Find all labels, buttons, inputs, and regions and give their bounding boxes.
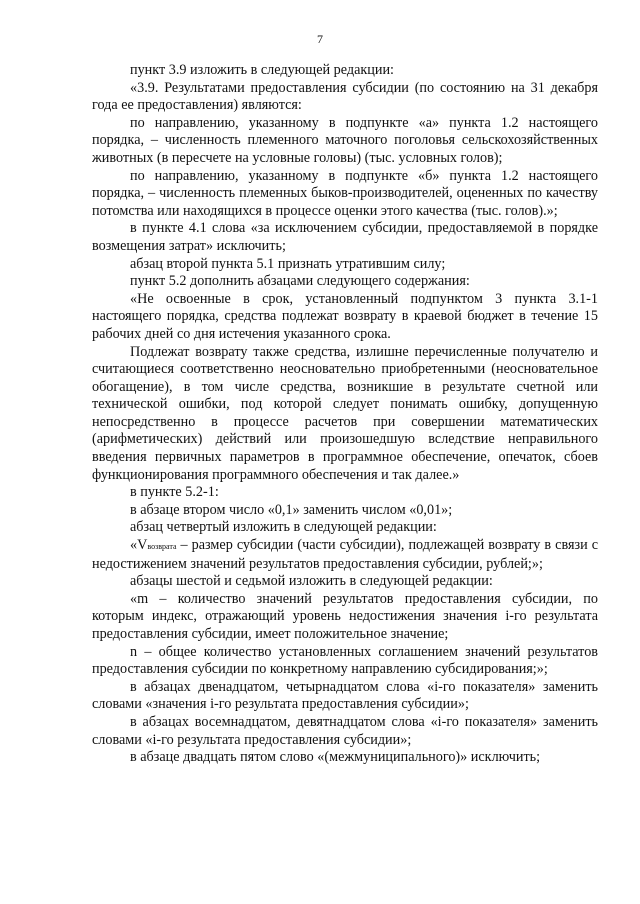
paragraph: в пункте 5.2-1: [130, 484, 219, 501]
paragraph: Подлежат возврату также средства, излишне перечисленные получателю и считающиеся соответственно неосновательно приобретенными (неосновательное обогащение), в том числе средства, возникшие в результате счетной или технической ошибки, под которой следует понимать ошибку, допущенную непосредственно в процессе расчетов при совершении математических (арифметических) действий или произошедшую вследствие неправильного введения первичных параметров в программное обеспечение, опечаток, сбоев функционирования программного обеспечения и так далее.» [92, 343, 598, 483]
paragraph: в абзаце двадцать пятом слово «(межмуниципального)» исключить; [130, 749, 541, 766]
paragraph: по направлению, указанному в подпункте «б» пункта 1.2 настоящего порядка, – численность племенных быков-производителей, оцененных по качеству потомства или находящихся в процессе оценки этого качества (тыс. голов).»; [92, 167, 598, 219]
page-number: 7 [317, 32, 323, 46]
formula-variable: «V [130, 537, 148, 554]
paragraph: «m – количество значений результатов предоставления субсидии, по которым индекс, отражающий уровень недостижения значения i-го результата предоставления субсидии, имеет положительное значение; [92, 590, 598, 642]
paragraph: абзацы шестой и седьмой изложить в следующей редакции: [130, 573, 493, 590]
document-body [92, 62, 598, 767]
formula-description: – размер субсидии (части субсидии), подлежащей возврату в связи с недостижением значений результатов предоставления субсидии, рублей;»; [92, 537, 598, 572]
paragraph: в пункте 4.1 слова «за исключением субсидии, предоставляемой в порядке возмещения затрат» исключить; [92, 220, 598, 254]
paragraph: пункт 3.9 изложить в следующей редакции: [130, 62, 394, 78]
paragraph: по направлению, указанному в подпункте «а» пункта 1.2 настоящего порядка, – численность племенного маточного поголовья сельскохозяйственных животных (в пересчете на условные головы) (тыс. условных голов); [92, 114, 598, 166]
paragraph: в абзаце втором число «0,1» заменить числом «0,01»; [130, 501, 453, 518]
paragraph: абзац второй пункта 5.1 признать утратившим силу; [130, 255, 446, 272]
paragraph: в абзацах двенадцатом, четырнадцатом слова «i-го показателя» заменить словами «значения i-го результата предоставления субсидии»; [92, 678, 598, 713]
paragraph: «Не освоенные в срок, установленный подпунктом 3 пункта 3.1-1 настоящего порядка, средства подлежат возврату в краевой бюджет в течение 15 рабочих дней со дня истечения указанного срока. [92, 290, 598, 342]
paragraph: в абзацах восемнадцатом, девятнадцатом слова «i-го показателя» заменить словами «i-го результата предоставления субсидии»; [92, 713, 598, 748]
paragraph: абзац четвертый изложить в следующей редакции: [130, 519, 437, 536]
formula-subscript: возврата [147, 542, 177, 552]
formula-paragraph [92, 537, 598, 573]
paragraph: n – общее количество установленных соглашением значений результатов предоставления субсидии по конкретному направлению субсидирования;»; [92, 643, 598, 678]
paragraph: пункт 5.2 дополнить абзацами следующего содержания: [130, 273, 470, 290]
paragraph: «3.9. Результатами предоставления субсидии (по состоянию на 31 декабря года ее предоставления) являются: [92, 79, 598, 114]
